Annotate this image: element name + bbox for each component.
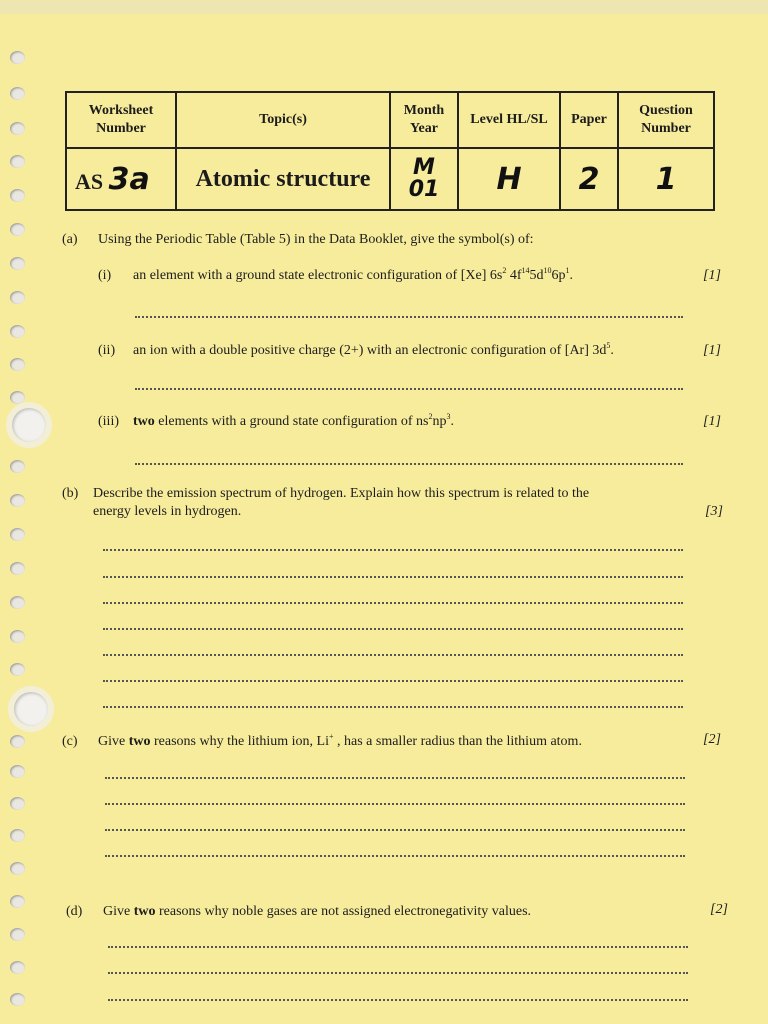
part-a-iii-marks: [1]	[703, 414, 721, 429]
answer-line[interactable]	[105, 855, 685, 857]
year-handwritten: 01	[408, 177, 440, 202]
emphasis-two: two	[133, 904, 156, 919]
worksheet-number-header: Worksheet Number	[66, 92, 176, 148]
part-a-intro: Using the Periodic Table (Table 5) in the Data Booklet, give the symbol(s) of:	[98, 232, 534, 247]
binder-hole-large	[14, 692, 48, 726]
sup: 2	[428, 412, 433, 421]
binder-hole	[10, 223, 25, 236]
month-handwritten: M	[413, 155, 435, 180]
answer-line[interactable]	[105, 803, 685, 805]
binder-hole	[10, 862, 25, 875]
part-c-question	[98, 734, 582, 750]
binder-hole	[10, 155, 25, 168]
binder-hole	[10, 895, 25, 908]
part-c-label: (c)	[62, 734, 78, 749]
part-b-marks: [3]	[705, 504, 723, 519]
binder-hole	[10, 358, 25, 371]
part-a-iii-question	[133, 414, 454, 430]
answer-line[interactable]	[103, 602, 683, 604]
part-a-ii-question	[133, 343, 614, 359]
sup: +	[328, 732, 334, 741]
answer-line[interactable]	[105, 829, 685, 831]
level-handwritten: H	[496, 161, 522, 197]
part-a-label: (a)	[62, 232, 78, 247]
part-b-label: (b)	[62, 486, 79, 501]
worksheet-handwritten: 3a	[108, 161, 150, 197]
binder-hole	[10, 993, 25, 1006]
answer-line[interactable]	[135, 388, 683, 390]
config-5d: 5d	[529, 268, 544, 283]
binder-hole	[10, 596, 25, 609]
topics-header: Topic(s)	[176, 92, 390, 148]
answer-line[interactable]	[103, 549, 683, 551]
worksheet-number-value	[66, 148, 176, 210]
part-d-pre: Give	[103, 904, 131, 919]
paper-handwritten: 2	[578, 161, 600, 197]
part-b-text-line1: Describe the emission spectrum of hydrogen. Explain how this spectrum is related to the	[93, 486, 590, 501]
binder-hole	[10, 928, 25, 941]
answer-line[interactable]	[103, 654, 683, 656]
sup: 3	[446, 412, 451, 421]
part-c-marks: [2]	[703, 732, 721, 747]
question-value	[618, 148, 714, 210]
paper-header: Paper	[560, 92, 618, 148]
binder-hole-large	[12, 408, 46, 442]
part-d-marks: [2]	[710, 902, 728, 917]
part-b-text-line2: energy levels in hydrogen.	[93, 504, 242, 519]
answer-line[interactable]	[108, 999, 688, 1001]
binder-hole	[10, 630, 25, 643]
answer-line[interactable]	[103, 680, 683, 682]
part-a-iii-text: elements with a ground state configuration of ns	[158, 414, 429, 429]
question-handwritten: 1	[655, 161, 677, 197]
part-a-ii-text: an ion with a double positive charge (2+) with an electronic configuration of [Ar] 3d	[133, 343, 607, 358]
binder-hole	[10, 562, 25, 575]
part-a-i-question	[133, 268, 573, 284]
answer-line[interactable]	[103, 576, 683, 578]
part-c-text: reasons why the lithium ion, Li	[154, 734, 329, 749]
month-year-header: Month Year	[390, 92, 458, 148]
answer-line[interactable]	[103, 628, 683, 630]
config-6p: 6p	[551, 268, 566, 283]
part-c-pre: Give	[98, 734, 126, 749]
binder-holes	[0, 0, 60, 1024]
binder-hole	[10, 765, 25, 778]
level-value	[458, 148, 560, 210]
answer-line[interactable]	[108, 946, 688, 948]
binder-hole	[10, 528, 25, 541]
part-d-question	[103, 904, 531, 920]
part-d-label: (d)	[66, 904, 83, 919]
period: .	[569, 268, 573, 283]
answer-line[interactable]	[135, 463, 683, 465]
binder-hole	[10, 735, 25, 748]
period: .	[450, 414, 454, 429]
emphasis-two: two	[133, 414, 155, 429]
sup: 5	[606, 341, 611, 350]
worksheet-prefix: AS	[75, 168, 104, 194]
binder-hole	[10, 257, 25, 270]
worksheet-header-table	[65, 91, 715, 211]
binder-hole	[10, 460, 25, 473]
answer-line[interactable]	[103, 706, 683, 708]
binder-hole	[10, 829, 25, 842]
sup: 2	[502, 266, 507, 275]
answer-line[interactable]	[135, 316, 683, 318]
sup: 10	[543, 266, 552, 275]
binder-hole	[10, 122, 25, 135]
paper-top-edge	[0, 0, 768, 14]
binder-hole	[10, 961, 25, 974]
binder-hole	[10, 325, 25, 338]
part-a-ii-label: (ii)	[98, 343, 116, 358]
part-a-i-text: an element with a ground state electronic configuration of [Xe] 6s	[133, 268, 503, 283]
sup: 1	[565, 266, 570, 275]
binder-hole	[10, 391, 25, 404]
question-number-header: Question Number	[618, 92, 714, 148]
binder-hole	[10, 797, 25, 810]
topic-value: Atomic structure	[176, 148, 390, 210]
binder-hole	[10, 663, 25, 676]
part-a-i-label: (i)	[98, 268, 112, 283]
binder-hole	[10, 291, 25, 304]
part-d-text: reasons why noble gases are not assigned electronegativity values.	[159, 904, 532, 919]
part-a-ii-marks: [1]	[703, 343, 721, 358]
part-a-i-marks: [1]	[703, 268, 721, 283]
month-year-value	[390, 148, 458, 210]
paper-value	[560, 148, 618, 210]
emphasis-two: two	[128, 734, 151, 749]
binder-hole	[10, 494, 25, 507]
sup: 14	[521, 266, 530, 275]
part-c-text-end: , has a smaller radius than the lithium atom.	[337, 734, 582, 749]
answer-line[interactable]	[105, 777, 685, 779]
binder-hole	[10, 189, 25, 202]
binder-hole	[10, 51, 25, 64]
binder-hole	[10, 87, 25, 100]
level-header: Level HL/SL	[458, 92, 560, 148]
config-4f: 4f	[509, 268, 522, 283]
answer-line[interactable]	[108, 972, 688, 974]
config-np: np	[432, 414, 447, 429]
part-a-iii-label: (iii)	[98, 414, 119, 429]
period: .	[610, 343, 614, 358]
